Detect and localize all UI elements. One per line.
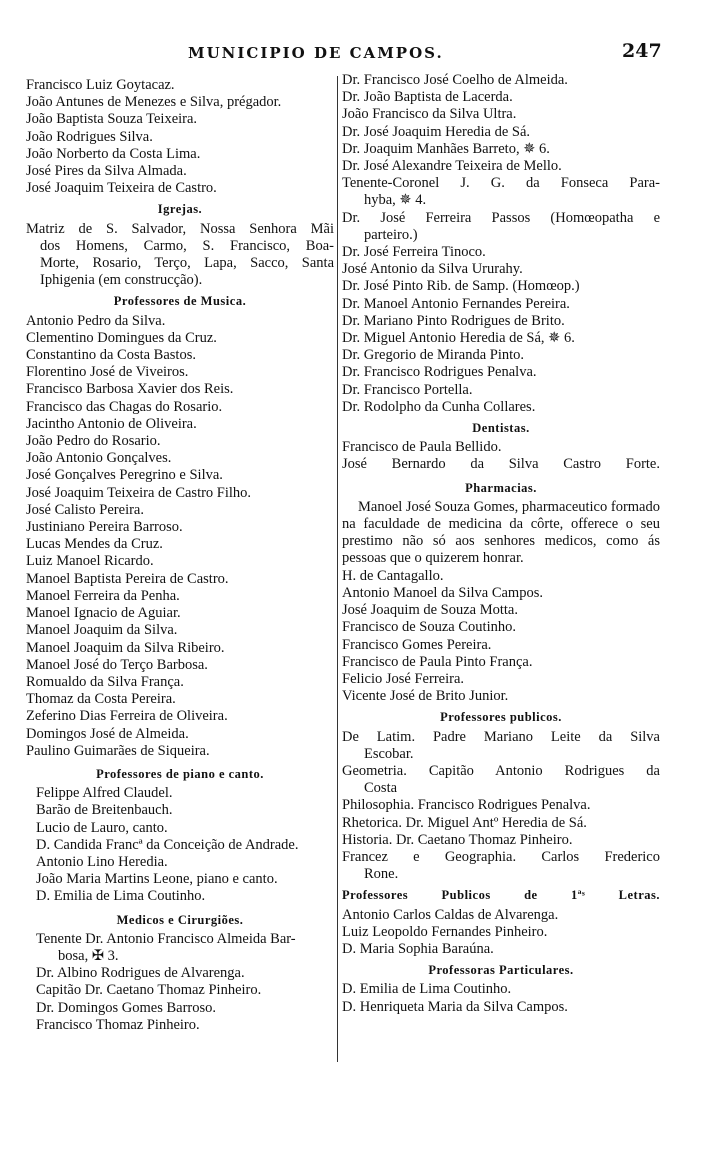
page-number: 247 [622,40,662,62]
list-item: bosa, ✠ 3. [58,947,119,964]
musica-list [26,313,334,760]
igrejas-paragraph [26,221,334,290]
list-item: Costa [364,780,398,797]
list-item: José Bernardo da Silva Castro Forte. [342,456,660,473]
section-heading-dentistas: Dentistas. [472,421,530,436]
list-item: D. Emilia de Lima Coutinho. [342,981,512,998]
pharmacias-paragraph: Manoel José Souza Gomes, pharmaceutico formado na faculdade de medicina da côrte, offerece o seu prestimo não só aos senhores medicos, como ás pessoas que o quizerem honrar. [342,498,660,567]
list-item: Rone. [364,866,399,883]
list-item: João Norberto da Costa Lima. [26,145,201,162]
left-column [26,77,334,1034]
piano-list [26,785,334,905]
dentistas-list [342,439,660,473]
text-line: Morte, Rosario, Terço, Lapa, Sacco, Santa [40,255,334,272]
list-item: Manoel José do Terço Barbosa. [26,656,208,673]
publicos-list [342,729,660,884]
list-item: Constantino da Costa Bastos. [26,347,196,364]
section-heading-piano: Professores de piano e canto. [96,766,264,781]
list-item: Dr. José Ferreira Passos (Homœopatha e [342,209,660,226]
list-item: Antonio Manoel da Silva Campos. [342,584,543,601]
text-line: dos Homens, Carmo, S. Francisco, Boa- [40,237,334,254]
list-item: Francisco de Souza Coutinho. [342,619,516,636]
list-item: Philosophia. Francisco Rodrigues Penalva. [342,797,591,814]
pharmacias-list [342,568,660,706]
list-item: Dr. Francisco José Coelho de Almeida. [342,72,568,88]
text-line: Iphigenia (em construcção). [40,272,203,289]
list-item: Francisco das Chagas do Rosario. [26,398,223,415]
primeiras-letras-list [342,907,660,959]
list-item: José Pires da Silva Almada. [26,163,187,180]
list-item: Rhetorica. Dr. Miguel Antº Heredia de Sá. [342,814,587,831]
column-divider [337,76,338,1062]
list-item: José Joaquim Teixeira de Castro. [26,180,217,197]
list-item: Lucas Mendes da Cruz. [26,536,163,553]
list-item: Manoel Joaquim da Silva Ribeiro. [26,639,225,656]
list-item: Francisco Thomaz Pinheiro. [36,1016,200,1033]
list-item: João Francisco da Silva Ultra. [342,106,517,123]
list-item: Zeferino Dias Ferreira de Oliveira. [26,708,228,725]
list-item: Luiz Manoel Ricardo. [26,553,154,570]
list-item: João Baptista Souza Teixeira. [26,111,198,128]
section-heading-publicos: Professores publicos. [440,710,562,725]
section-heading-particulares: Professoras Particulares. [428,963,574,978]
list-item: Thomaz da Costa Pereira. [26,691,176,708]
list-item: Francisco de Paula Pinto França. [342,653,533,670]
list-item: Felicio José Ferreira. [342,670,465,687]
list-item: Luiz Leopoldo Fernandes Pinheiro. [342,923,548,940]
list-item: Francisco Barbosa Xavier dos Reis. [26,381,234,398]
list-item: Lucio de Lauro, canto. [36,819,168,836]
list-item: H. de Cantagallo. [342,567,444,584]
section-heading-musica: Professores de Musica. [113,294,247,309]
list-item: hyba, ✵ 4. [364,192,427,209]
list-item: João Antonio Gonçalves. [26,450,172,467]
list-item: Dr. Manoel Antonio Fernandes Pereira. [342,295,570,312]
list-item: Geometria. Capitão Antonio Rodrigues da [342,762,660,779]
list-item: D. Maria Sophia Baraúna. [342,940,494,957]
list-item: Antonio Carlos Caldas de Alvarenga. [342,906,559,923]
list-item: Dr. Joaquim Manhães Barreto, ✵ 6. [342,140,550,157]
list-item: Dr. José Ferreira Tinoco. [342,244,486,261]
list-item: Dr. José Alexandre Teixeira de Mello. [342,158,562,175]
list-item: Dr. Mariano Pinto Rodrigues de Brito. [342,312,565,329]
list-item: Capitão Dr. Caetano Thomaz Pinheiro. [36,982,262,999]
list-item: Dr. Domingos Gomes Barroso. [36,999,217,1016]
list-item: Historia. Dr. Caetano Thomaz Pinheiro. [342,831,573,848]
list-item: Florentino José de Viveiros. [26,364,189,381]
list-item: Dr. Albino Rodrigues de Alvarenga. [36,965,245,982]
section-heading-medicos: Medicos e Cirurgiões. [116,912,244,927]
list-item: José Joaquim Teixeira de Castro Filho. [26,484,252,501]
list-item: Dr. José Joaquim Heredia de Sá. [342,123,531,140]
medicos-list [26,931,334,1034]
list-item: D. Emilia de Lima Coutinho. [36,888,206,905]
list-item: Vicente José de Brito Junior. [342,688,509,705]
list-item: Manoel Ignacio de Aguiar. [26,605,181,622]
list-item: De Latim. Padre Mariano Leite da Silva [342,728,660,745]
list-item: Domingos José de Almeida. [26,725,189,742]
list-item: Manoel Joaquim da Silva. [26,622,178,639]
list-item: Jacintho Antonio de Oliveira. [26,415,197,432]
list-item: Manoel Ferreira da Penha. [26,587,180,604]
list-item: Manoel Baptista Pereira de Castro. [26,570,229,587]
text-line: Matriz de S. Salvador, Nossa Senhora Mãi [26,220,334,237]
list-item: Dr. Gregorio de Miranda Pinto. [342,347,525,364]
list-item: parteiro.) [364,226,418,243]
list-item: Dr. Francisco Portella. [342,381,473,398]
list-item: Escobar. [364,745,414,762]
list-item: Paulino Guimarães de Siqueira. [26,742,210,759]
list-item: Clementino Domingues da Cruz. [26,329,217,346]
section-heading-primeiras-letras: Professores Publicos de 1ªˢ Letras. [342,888,660,903]
list-item: Francisco Luiz Goytacaz. [26,77,175,93]
list-item: Francez e Geographia. Carlos Frederico [342,848,660,865]
list-item: José Joaquim de Souza Motta. [342,602,518,619]
list-item: Dr. Francisco Rodrigues Penalva. [342,364,537,381]
list-item: Francisco de Paula Bellido. [342,439,502,456]
running-title: MUNICIPIO DE CAMPOS. [188,44,444,62]
page-header [0,40,725,68]
list-item: José Antonio da Silva Ururahy. [342,261,523,278]
list-item: Dr. José Pinto Rib. de Samp. (Homœop.) [342,278,580,295]
list-item: João Antunes de Menezes e Silva, prégador. [26,94,282,111]
list-item: João Pedro do Rosario. [26,433,161,450]
list-item: D. Candida Francª da Conceição de Andrade. [36,836,299,853]
section-heading-igrejas: Igrejas. [157,202,203,217]
list-item: Romualdo da Silva França. [26,673,184,690]
list-item: Dr. João Baptista de Lacerda. [342,89,513,106]
particulares-list [342,981,660,1015]
list-item: Tenente-Coronel J. G. da Fonseca Para- [342,175,660,192]
list-item: Tenente Dr. Antonio Francisco Almeida Bar- [36,930,296,947]
list-item: Antonio Lino Heredia. [36,853,168,870]
list-item: João Rodrigues Silva. [26,128,153,145]
list-item: Antonio Pedro da Silva. [26,312,166,329]
medicos-continued-list [342,72,660,416]
list-item: Francisco Gomes Pereira. [342,636,492,653]
clergy-list [26,77,334,197]
list-item: José Gonçalves Peregrino e Silva. [26,467,223,484]
section-heading-pharmacias: Pharmacias. [465,480,537,495]
list-item: Felippe Alfred Claudel. [36,785,173,802]
list-item: João Maria Martins Leone, piano e canto. [36,871,278,888]
list-item: Barão de Breitenbauch. [36,802,173,819]
list-item: D. Henriqueta Maria da Silva Campos. [342,998,568,1015]
right-column [342,72,660,1016]
list-item: José Calisto Pereira. [26,501,144,518]
list-item: Justiniano Pereira Barroso. [26,519,183,536]
list-item: Dr. Miguel Antonio Heredia de Sá, ✵ 6. [342,330,575,347]
list-item: Dr. Rodolpho da Cunha Collares. [342,398,536,415]
